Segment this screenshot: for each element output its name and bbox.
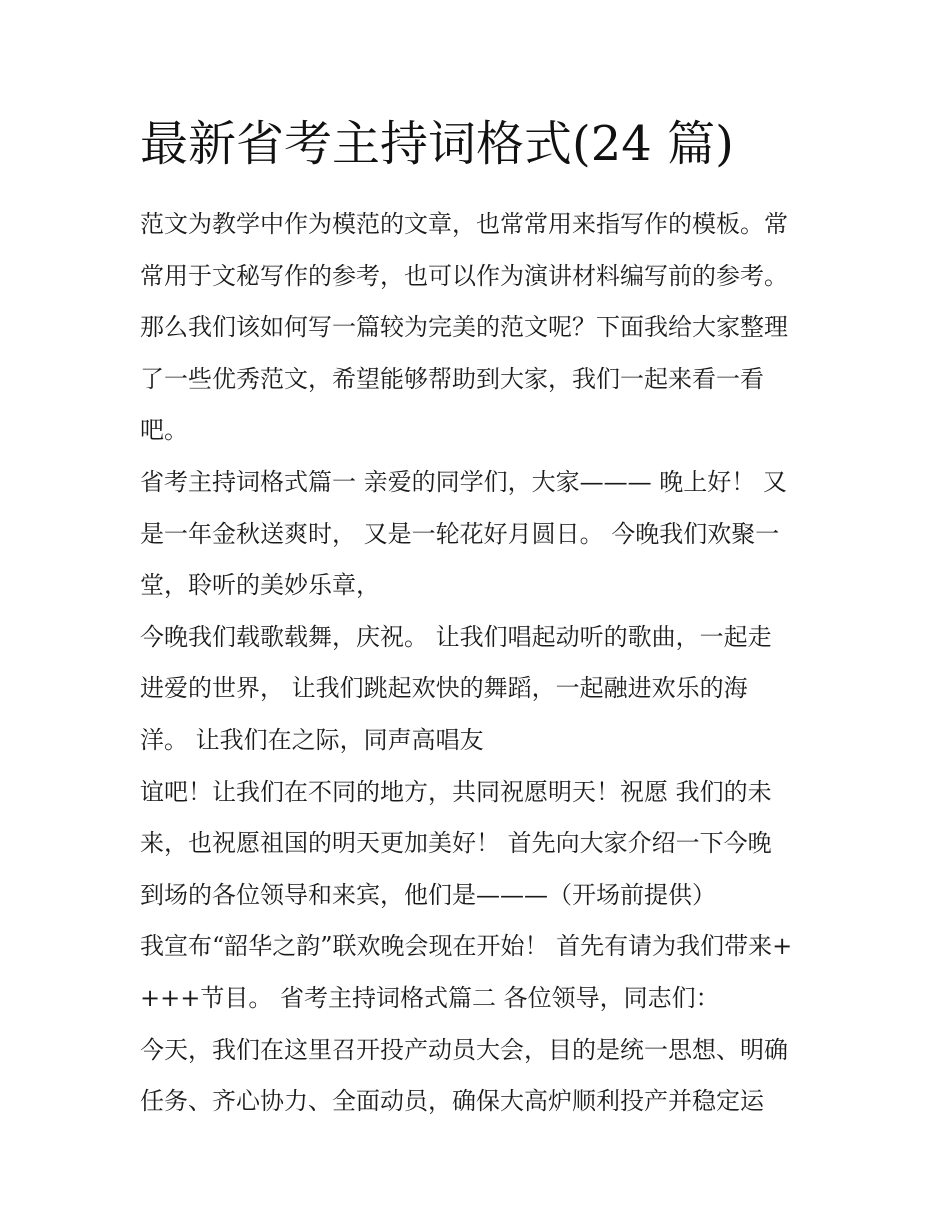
body-line: 洋。 让我们在之际，同声高唱友 — [140, 725, 484, 754]
body-line: 谊吧！让我们在不同的地方，共同祝愿明天！祝愿 我们的未 — [140, 777, 772, 806]
body-line: 进爱的世界， 让我们跳起欢快的舞蹈，一起融进欢乐的海 — [140, 674, 748, 703]
body-line: 到场的各位领导和来宾，他们是———（开场前提供） — [140, 880, 716, 909]
body-line: 吧。 — [140, 416, 188, 445]
document-body — [140, 199, 820, 1128]
body-line: 来，也祝愿祖国的明天更加美好！ 首先向大家介绍一下今晚 — [140, 829, 772, 858]
body-line: 堂，聆听的美妙乐章， — [140, 571, 380, 600]
body-line: 今天，我们在这里召开投产动员大会，目的是统一思想、明确 — [140, 1035, 788, 1064]
body-line: +++节目。 省考主持词格式篇二 各位领导，同志们： — [140, 983, 720, 1012]
body-line: 我宣布“韶华之韵”联欢晚会现在开始！ 首先有请为我们带来+ — [140, 932, 793, 961]
body-line: 常用于文秘写作的参考，也可以作为演讲材料编写前的参考。 — [140, 261, 788, 290]
body-line: 省考主持词格式篇一 亲爱的同学们，大家——— 晚上好！ 又 — [140, 467, 787, 496]
body-line: 那么我们该如何写一篇较为完美的范文呢？下面我给大家整理 — [140, 313, 788, 342]
document-title: 最新省考主持词格式(24 篇) — [140, 116, 734, 172]
body-line: 任务、齐心协力、全面动员，确保大高炉顺利投产并稳定运 — [140, 1087, 764, 1116]
body-line: 了一些优秀范文，希望能够帮助到大家，我们一起来看一看 — [140, 364, 764, 393]
body-line: 今晚我们载歌载舞，庆祝。 让我们唱起动听的歌曲，一起走 — [140, 622, 772, 651]
body-line: 范文为教学中作为模范的文章，也常常用来指写作的模板。常 — [140, 210, 788, 238]
body-line: 是一年金秋送爽时， 又是一轮花好月圆日。 今晚我们欢聚一 — [140, 519, 780, 548]
